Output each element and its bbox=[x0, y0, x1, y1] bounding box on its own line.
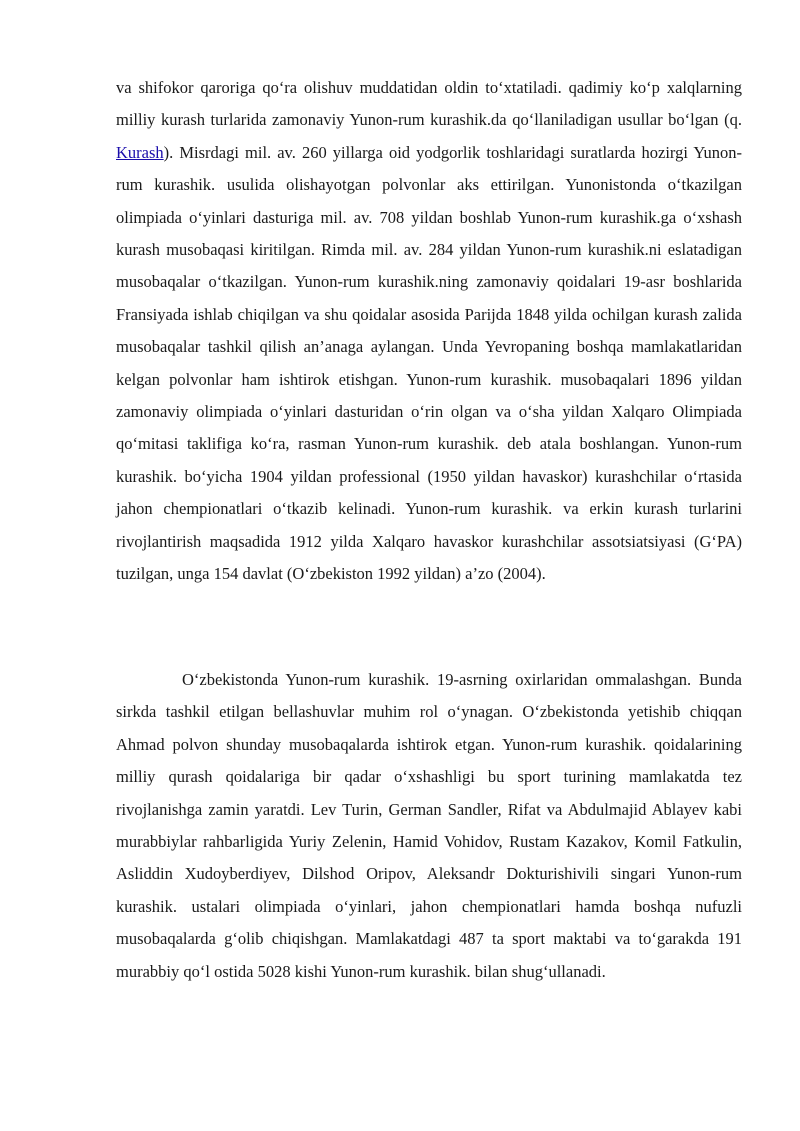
kurash-link[interactable]: Kurash bbox=[116, 142, 164, 162]
paragraph-2-text: O‘zbekistonda Yunon-rum kurashik. 19-asrning oxirlaridan ommalashgan. Bunda sirkda tashkil etilgan bellashuvlar muhim rol o‘ynagan. O‘zbekistonda yetishib chiqqan Ahmad polvon shunday musobaqalarda ishtirok etgan. Yunon-rum kurashik. qoidalarining milliy qurash qoidalariga bir qadar o‘xshashligi bu sport turining mamlakatda tez rivojlanishga zamin yaratdi. Lev Turin, German Sandler, Rifat va Abdulmajid Ablayev kabi murabbiylar rahbarligida Yuriy Zelenin, Hamid Vohidov, Rustam Kazakov, Komil Fatkulin, Asliddin Xudoyberdiyev, Dilshod Oripov, Aleksandr Dokturishivili singari Yunon-rum kurashik. ustalari olimpiada o‘yinlari, jahon chempionatlari hamda boshqa nufuzli musobaqalarda g‘olib chiqishgan. Mamlakatdagi 487 ta sport maktabi va to‘garakda 191 murabbiy qo‘l ostida 5028 kishi Yunon-rum kurashik. bilan shug‘ullanadi. bbox=[116, 670, 742, 981]
paragraph-1-before-link: va shifokor qaroriga qo‘ra olishuv muddatidan oldin to‘xtatiladi. qadimiy ko‘p xalqlarning milliy kurash turlarida zamonaviy Yunon-rum kurashik.da qo‘llaniladigan usullar bo‘lgan (q. bbox=[116, 78, 742, 130]
paragraph-1-after-link: ). Misrdagi mil. av. 260 yillarga oid yodgorlik toshlaridagi suratlarda hozirgi Yunon-rum kurashik. usulida olishayotgan polvonlar aks ettirilgan. Yunonistonda o‘tkazilgan olimpiada o‘yinlari dasturiga mil. av. 708 yildan boshlab Yunon-rum kurashik.ga o‘xshash kurash musobaqasi kiritilgan. Rimda mil. av. 284 yildan Yunon-rum kurashik.ni eslatadigan musobaqalar o‘tkazilgan. Yunon-rum kurashik.ning zamonaviy qoidalari 19-asr boshlarida Fransiyada ishlab chiqilgan va shu qoidalar asosida Parijda 1848 yilda ochilgan kurash zalida musobaqalar tashkil qilish an’anaga aylangan. Unda Yevropaning boshqa mamlakatlaridan kelgan polvonlar ham ishtirok etishgan. Yunon-rum kurashik. musobaqalari 1896 yildan zamonaviy olimpiada o‘yinlari dasturidan o‘rin olgan va o‘sha yildan Xalqaro Olimpiada qo‘mitasi taklifiga ko‘ra, rasman Yunon-rum kurashik. deb atala boshlangan. Yunon-rum kurashik. bo‘yicha 1904 yildan professional (1950 yildan havaskor) kurashchilar o‘rtasida jahon chempionatlari o‘tkazib kelinadi. Yunon-rum kurashik. va erkin kurash turlarini rivojlantirish maqsadida 1912 yilda Xalqaro havaskor kurashchilar assotsiatsiyasi (G‘PA) tuzilgan, unga 154 davlat (O‘zbekiston 1992 yildan) a’zo (2004). bbox=[116, 142, 742, 584]
paragraph-1-text bbox=[116, 72, 742, 591]
paragraph-2 bbox=[116, 664, 742, 988]
paragraph-1 bbox=[116, 72, 742, 591]
